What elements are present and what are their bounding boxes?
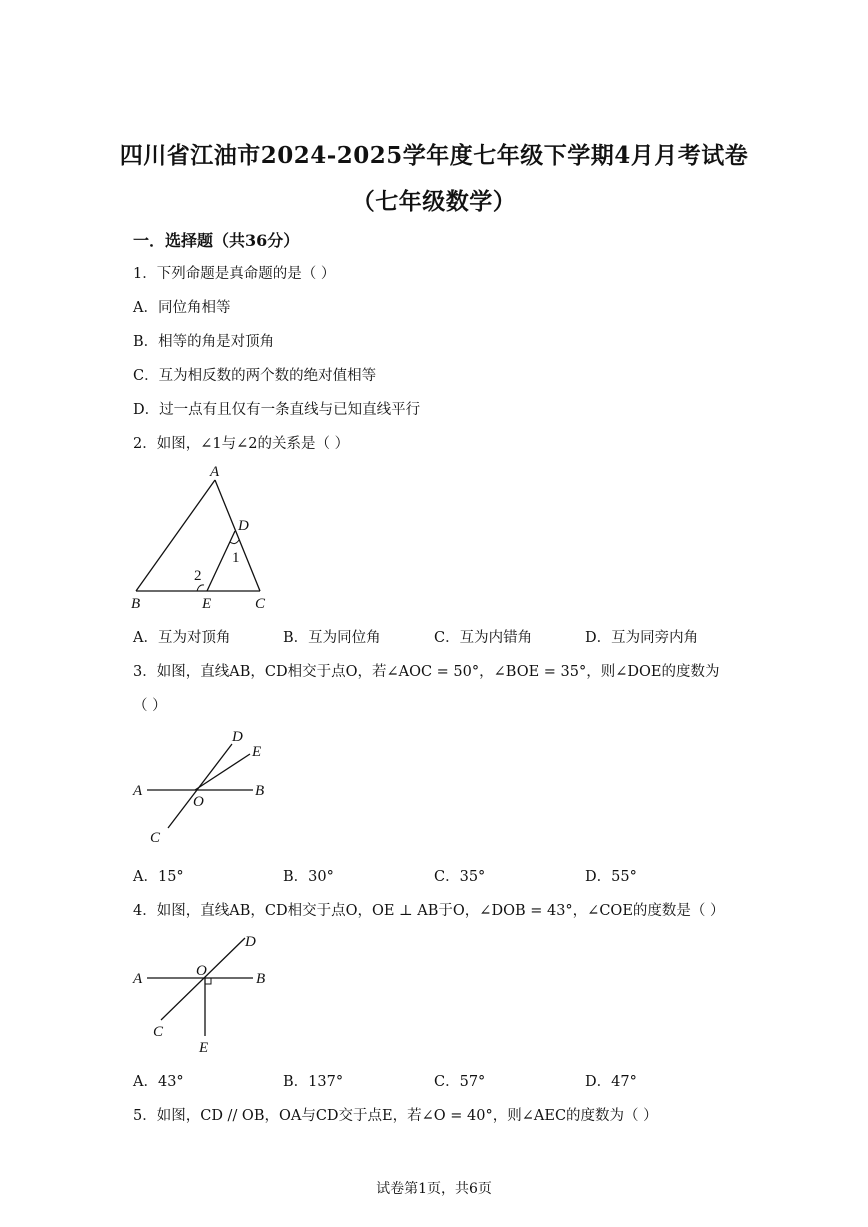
q3-option-d: D．55°: [585, 869, 637, 885]
q2-option-c: C．互为内错角: [434, 630, 533, 646]
q4-line-cd: [161, 938, 245, 1020]
q4-stem: 4．如图，直线AB，CD相交于点O，OE ⊥ AB于O，∠DOB = 43°，∠COE的度数是（ ）: [133, 903, 725, 919]
q2-label-b: B: [131, 596, 141, 612]
page-title: 四川省江油市2024-2025学年度七年级下学期4月月考试卷: [119, 142, 749, 169]
q2-side-ab: [136, 480, 215, 591]
q4-label-e: E: [199, 1040, 209, 1056]
q4-label-c: C: [153, 1024, 164, 1040]
q1-stem: 1．下列命题是真命题的是（ ）: [133, 266, 336, 282]
q2-stem: 2．如图，∠1与∠2的关系是（ ）: [133, 436, 350, 452]
q4-perpendicular-figure: [125, 928, 275, 1058]
q3-label-e: E: [252, 744, 262, 760]
q3-label-b: B: [255, 783, 265, 799]
q2-label-a: A: [210, 464, 220, 480]
q1-option-c: C．互为相反数的两个数的绝对值相等: [133, 368, 377, 384]
q2-option-a: A．互为对顶角: [133, 630, 231, 646]
q4-option-d: D．47°: [585, 1074, 637, 1090]
q2-label-1: 1: [232, 550, 240, 566]
q2-label-d: D: [238, 518, 249, 534]
q3-option-c: C．35°: [434, 869, 486, 885]
page-footer: 试卷第1页，共6页: [376, 1181, 492, 1197]
q2-label-2: 2: [194, 568, 202, 584]
q4-option-c: C．57°: [434, 1074, 486, 1090]
q2-segment-de: [207, 531, 235, 591]
q2-triangle-figure: [125, 458, 275, 613]
q1-option-a: A．同位角相等: [133, 300, 231, 316]
q2-label-e: E: [202, 596, 212, 612]
page-subtitle: （七年级数学）: [351, 188, 517, 215]
section-heading: 一．选择题（共36分）: [133, 231, 300, 250]
q2-label-c: C: [255, 596, 266, 612]
q3-option-b: B．30°: [283, 869, 334, 885]
q3-stem: 3．如图，直线AB，CD相交于点O，若∠AOC = 50°，∠BOE = 35°，则∠DOE的度数为: [133, 664, 720, 680]
q4-label-d: D: [245, 934, 256, 950]
q1-option-b: B．相等的角是对顶角: [133, 334, 275, 350]
q4-label-a: A: [133, 971, 143, 987]
q2-option-d: D．互为同旁内角: [585, 630, 699, 646]
q2-option-b: B．互为同位角: [283, 630, 381, 646]
q4-option-a: A．43°: [133, 1074, 184, 1090]
q2-angle1-arc: [230, 540, 239, 544]
q4-label-o: O: [196, 963, 207, 979]
q2-angle2-arc: [197, 585, 204, 591]
q1-option-d: D．过一点有且仅有一条直线与已知直线平行: [133, 402, 421, 418]
q3-label-c: C: [150, 830, 161, 846]
q5-stem: 5．如图，CD // OB，OA与CD交于点E，若∠O = 40°，则∠AEC的度数为（ ）: [133, 1108, 658, 1124]
q2-side-ac: [215, 480, 260, 591]
q3-ray-oe: [195, 754, 250, 790]
q3-intersecting-lines-figure: [125, 722, 275, 852]
q3-label-o: O: [193, 794, 204, 810]
q3-option-a: A．15°: [133, 869, 184, 885]
q3-label-a: A: [133, 783, 143, 799]
q4-option-b: B．137°: [283, 1074, 344, 1090]
q3-stem-cont: （ ）: [133, 698, 167, 714]
q4-label-b: B: [256, 971, 266, 987]
q3-label-d: D: [232, 729, 243, 745]
